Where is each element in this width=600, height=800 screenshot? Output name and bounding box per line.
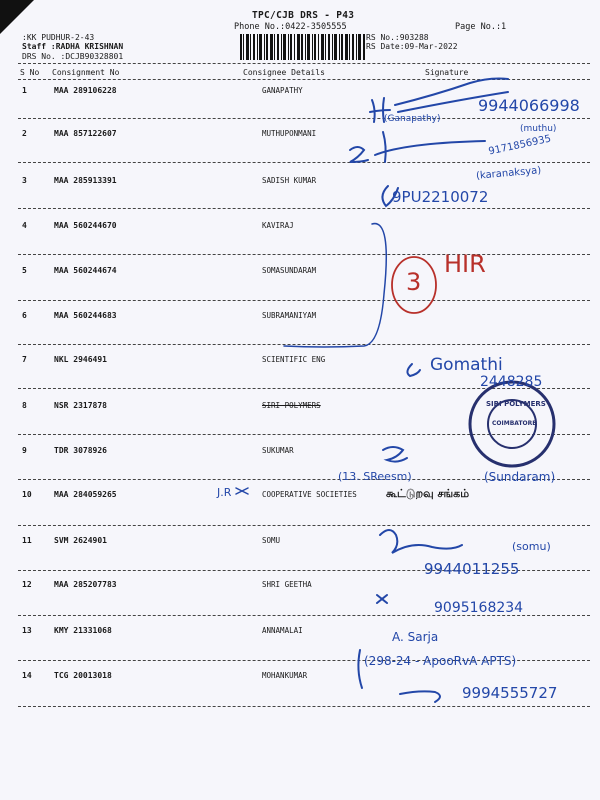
row-13-sno: 13 <box>22 626 32 635</box>
row-1-consignment: MAA 289106228 <box>54 86 117 95</box>
row-5-sno: 5 <box>22 266 27 275</box>
row-12-sno: 12 <box>22 580 32 589</box>
col-signature: Signature <box>425 68 469 77</box>
row-7-name-note: Gomathi <box>430 355 503 375</box>
row-8-sno: 8 <box>22 401 27 410</box>
row-11-somu-note: (somu) <box>512 540 551 553</box>
row-8-consignee: SIRI POLYMERS <box>262 401 321 410</box>
sheet-title: TPC/CJB DRS - P43 <box>252 10 355 21</box>
row-separator <box>18 300 590 301</box>
row-5-consignee: SOMASUNDARAM <box>262 266 317 275</box>
row-14-sno: 14 <box>22 671 32 680</box>
row-10-sno: 10 <box>22 490 32 499</box>
row-1-consignee: GANAPATHY <box>262 86 303 95</box>
row-11-consignee: SOMU <box>262 536 281 545</box>
row-11-sno: 11 <box>22 536 32 545</box>
row-2-sno: 2 <box>22 129 27 138</box>
row-12-phone-note: 9095168234 <box>434 600 524 616</box>
row-6-sno: 6 <box>22 311 27 320</box>
row-7-sno: 7 <box>22 355 27 364</box>
row-6-consignee: SUBRAMANIYAM <box>262 311 317 320</box>
row-10-consignee: COOPERATIVE SOCIETIES <box>262 490 357 499</box>
row-7-phone-note: 2448285 <box>480 374 543 390</box>
col-consignee: Consignee Details <box>243 68 325 77</box>
row-13-address-note: (298-24 - ApooRvA APTS) <box>364 654 517 668</box>
drs-number: DRS No. :DCJB90328801 <box>22 52 124 61</box>
stamp-top-text: SIRI POLYMERS <box>486 400 546 408</box>
header-rule <box>18 63 590 64</box>
row-11-phone-note: 9944011255 <box>424 560 520 578</box>
row-separator <box>18 344 590 345</box>
row-3-consignee: SADISH KUMAR <box>262 176 317 185</box>
row-10-jr-note: J.R <box>217 486 232 499</box>
barcode <box>240 34 365 60</box>
row-3-phone-note: 9PU2210072 <box>392 188 489 206</box>
row-14-consignment: TCG 20013018 <box>54 671 112 680</box>
row-1-sno: 1 <box>22 86 27 95</box>
row-separator <box>18 208 590 209</box>
row-1-phone-note: 9944066998 <box>478 96 580 115</box>
row-12-consignment: MAA 285207783 <box>54 580 117 589</box>
row-4-sno: 4 <box>22 221 27 230</box>
row-2-consignee: MUTHUPONMANI <box>262 129 317 138</box>
row-14-phone-note: 9994555727 <box>462 684 558 702</box>
row-separator <box>18 254 590 255</box>
row-11-consignment: SVM 2624901 <box>54 536 107 545</box>
stamp-center-text: COIMBATORE <box>492 420 537 427</box>
col-sno: S No <box>20 68 40 77</box>
page-number: Page No.:1 <box>455 22 507 32</box>
col-consignment: Consignment No <box>52 68 120 77</box>
row-13-consignment: KMY 21331068 <box>54 626 112 635</box>
phone-number: Phone No.:0422-3505555 <box>234 22 347 32</box>
row-8-consignment: NSR 2317878 <box>54 401 107 410</box>
folded-corner <box>0 0 34 34</box>
row-10-tamil-stamp: கூட்டுறவு சங்கம் <box>386 487 470 500</box>
row-10-consignment: MAA 284059265 <box>54 490 117 499</box>
row-10-sundaram-note: (Sundaram) <box>484 470 556 484</box>
row-4-consignee: KAVIRAJ <box>262 221 294 230</box>
row-13-consignee: ANNAMALAI <box>262 626 303 635</box>
rs-date: RS Date:09-Mar-2022 <box>366 42 458 51</box>
row-9-sno: 9 <box>22 446 27 455</box>
row-9-consignment: TDR 3078926 <box>54 446 107 455</box>
row-separator <box>18 706 590 707</box>
row-14-consignee: MOHANKUMAR <box>262 671 308 680</box>
bracket-note: HIR <box>444 250 486 278</box>
row-13-sign-note: A. Sarja <box>392 630 439 644</box>
row-10-sign-note: (13. SReesm) <box>338 470 412 483</box>
row-separator <box>18 118 590 119</box>
row-4-consignment: MAA 560244670 <box>54 221 117 230</box>
bracket-circled-number: 3 <box>406 268 422 296</box>
row-2-name-note: (muthu) <box>520 124 557 134</box>
row-separator <box>18 162 590 163</box>
row-6-consignment: MAA 560244683 <box>54 311 117 320</box>
row-3-sno: 3 <box>22 176 27 185</box>
row-7-consignment: NKL 2946491 <box>54 355 107 364</box>
row-2-phone-note: 9171856935 <box>487 133 553 158</box>
row-3-name-note: (karanaksya) <box>475 165 542 182</box>
row-separator <box>18 525 590 526</box>
row-1-name-note: (Ganapathy) <box>384 114 441 124</box>
column-rule <box>18 79 590 80</box>
row-separator <box>18 434 590 435</box>
row-2-consignment: MAA 857122607 <box>54 129 117 138</box>
branch-code: :KK PUDHUR-2-43 <box>22 33 95 42</box>
row-9-consignee: SUKUMAR <box>262 446 294 455</box>
row-3-consignment: MAA 285913391 <box>54 176 117 185</box>
row-7-consignee: SCIENTIFIC ENG <box>262 355 326 364</box>
rs-number: RS No.:903288 <box>366 33 429 42</box>
row-5-consignment: MAA 560244674 <box>54 266 117 275</box>
row-12-consignee: SHRI GEETHA <box>262 580 312 589</box>
staff-name: Staff :RADHA KRISHNAN <box>22 42 124 51</box>
